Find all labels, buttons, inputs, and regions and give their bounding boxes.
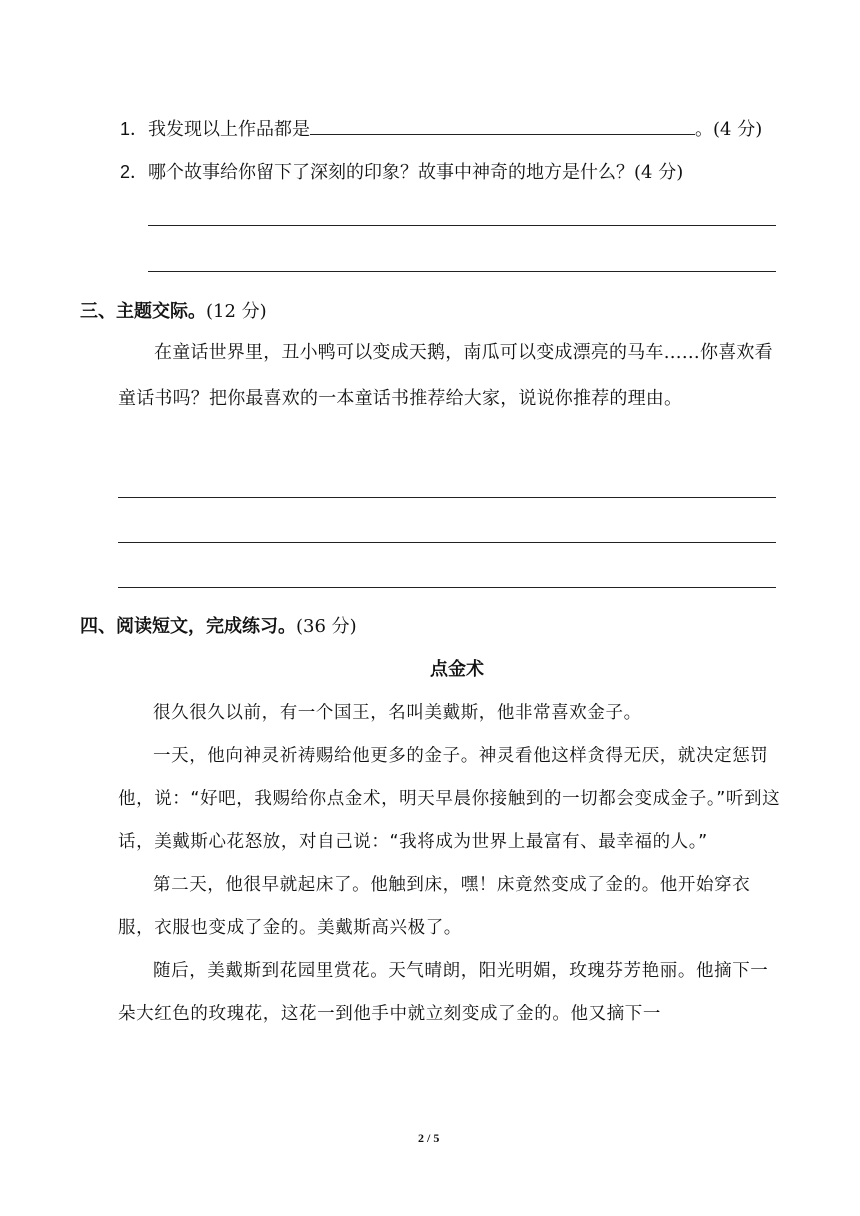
page-number: 2 / 5 bbox=[418, 1131, 440, 1145]
section-3-answer-line-2[interactable] bbox=[118, 542, 776, 543]
section-4-title: 四、阅读短文，完成练习。 bbox=[80, 616, 296, 637]
question-1-text: 我发现以上作品都是 bbox=[148, 119, 311, 140]
section-3-title: 三、主题交际。 bbox=[80, 301, 206, 322]
story-title: 点金术 bbox=[430, 659, 484, 680]
question-1 bbox=[120, 116, 762, 142]
question-2-text: 哪个故事给你留下了深刻的印象？故事中神奇的地方是什么？(4 分) bbox=[148, 162, 684, 183]
story-paragraph-2: 一天，他向神灵祈祷赐给他更多的金子。神灵看他这样贪得无厌，就决定惩罚他，说：“好吧，我赐给你点金术，明天早晨你接触到的一切都会变成金子。”听到这话，美戴斯心花怒放，对自己说：“我将成为世界上最富有、最幸福的人。” bbox=[118, 746, 781, 852]
question-1-answer-blank[interactable] bbox=[310, 116, 695, 135]
section-3-heading bbox=[80, 297, 267, 323]
section-3-answer-line-1[interactable] bbox=[118, 497, 776, 498]
section-3-prompt bbox=[118, 330, 783, 422]
question-2 bbox=[120, 160, 683, 185]
section-3-answer-line-3[interactable] bbox=[118, 587, 776, 588]
section-3-prompt-text: 在童话世界里，丑小鸭可以变成天鹅，南瓜可以变成漂亮的马车……你喜欢看童话书吗？把你最喜欢的一本童话书推荐给大家，说说你推荐的理由。 bbox=[118, 342, 773, 409]
question-1-number: 1． bbox=[120, 119, 149, 139]
section-4-heading bbox=[80, 612, 357, 638]
question-2-answer-line-2[interactable] bbox=[148, 271, 776, 272]
story-paragraph-4: 随后，美戴斯到花园里赏花。天气晴朗，阳光明媚，玫瑰芬芳艳丽。他摘下一朵大红色的玫瑰花，这花一到他手中就立刻变成了金的。他又摘下一 bbox=[118, 961, 769, 1024]
section-3-score: (12 分) bbox=[206, 301, 267, 322]
story-body bbox=[118, 692, 786, 1036]
question-1-score: 。(4 分) bbox=[695, 119, 763, 140]
story-paragraph-3: 第二天，他很早就起床了。他触到床，嘿！床竟然变成了金的。他开始穿衣服，衣服也变成了金的。美戴斯高兴极了。 bbox=[118, 875, 751, 938]
question-2-number: 2． bbox=[120, 162, 149, 182]
section-4-score: (36 分) bbox=[296, 616, 357, 637]
question-2-answer-line-1[interactable] bbox=[148, 225, 776, 226]
story-paragraph-1: 很久很久以前，有一个国王，名叫美戴斯，他非常喜欢金子。 bbox=[153, 703, 642, 723]
